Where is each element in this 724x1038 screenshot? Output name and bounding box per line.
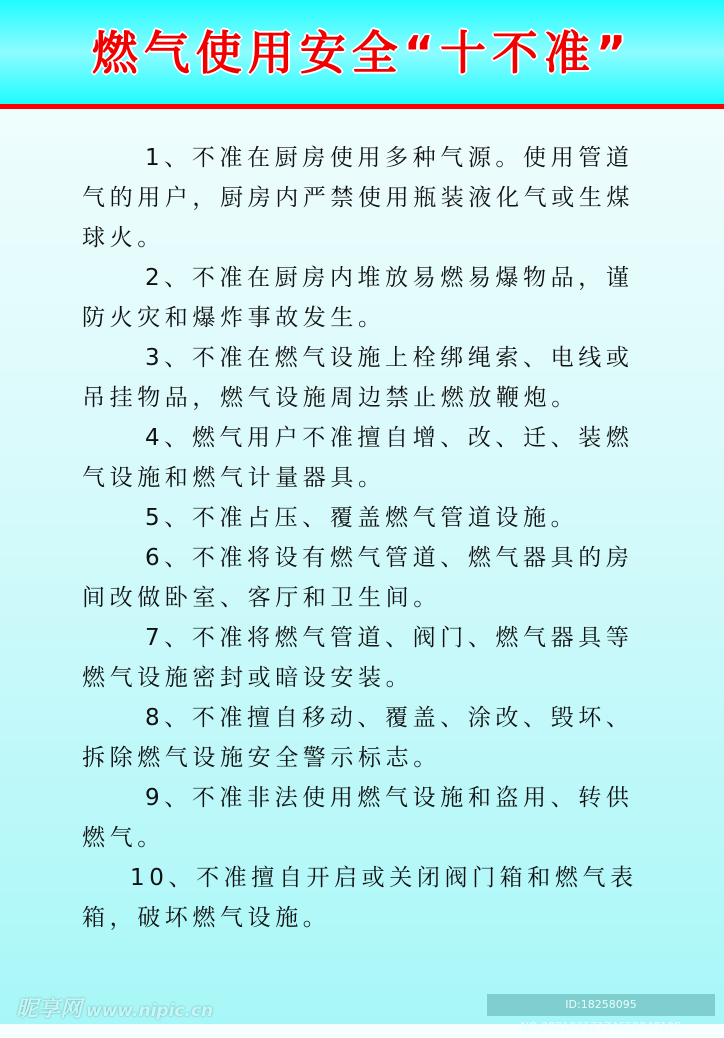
rule-item bbox=[82, 858, 682, 938]
rule-item bbox=[82, 778, 682, 858]
rule-item bbox=[82, 698, 682, 778]
watermark-id: ID:18258095 NO:20210617174659040108 bbox=[487, 994, 715, 1016]
rule-line: 间改做卧室、客厅和卫生间。 bbox=[82, 585, 441, 611]
rule-line: 5、不准占压、覆盖燃气管道设施。 bbox=[145, 505, 579, 531]
rule-line: 燃气设施密封或暗设安装。 bbox=[82, 665, 414, 691]
rule-item bbox=[82, 538, 682, 618]
rule-line: 燃气。 bbox=[82, 825, 165, 851]
rule-item bbox=[82, 618, 682, 698]
header-banner bbox=[0, 0, 724, 104]
rule-item bbox=[82, 418, 682, 498]
rule-line: 3、不准在燃气设施上栓绑绳索、电线或 bbox=[145, 345, 634, 371]
rule-line: 拆除燃气设施安全警示标志。 bbox=[82, 745, 441, 771]
rule-line: 8、不准擅自移动、覆盖、涂改、毁坏、 bbox=[145, 705, 634, 731]
rule-line: 6、不准将设有燃气管道、燃气器具的房 bbox=[145, 545, 634, 571]
rule-line: 1、不准在厨房使用多种气源。使用管道 bbox=[145, 145, 634, 171]
rule-line: 4、燃气用户不准擅自增、改、迁、装燃 bbox=[145, 425, 634, 451]
rule-item bbox=[82, 338, 682, 418]
rule-line: 箱，破坏燃气设施。 bbox=[82, 905, 331, 931]
rule-line: 2、不准在厨房内堆放易燃易爆物品，谨 bbox=[145, 265, 634, 291]
rule-item bbox=[82, 138, 682, 258]
red-divider bbox=[0, 104, 724, 109]
rule-line: 气设施和燃气计量器具。 bbox=[82, 465, 386, 491]
poster-title: 燃气使用安全“十不准” bbox=[91, 26, 633, 80]
rule-line: 10、不准擅自开启或关闭阀门箱和燃气表 bbox=[130, 865, 638, 891]
rule-line: 9、不准非法使用燃气设施和盗用、转供 bbox=[145, 785, 634, 811]
rule-line: 吊挂物品，燃气设施周边禁止燃放鞭炮。 bbox=[82, 385, 579, 411]
watermark-logo bbox=[16, 992, 213, 1023]
watermark-logo-text: 昵享网 bbox=[16, 997, 83, 1022]
rule-item bbox=[82, 498, 682, 538]
rule-line: 防火灾和爆炸事故发生。 bbox=[82, 305, 386, 331]
rules-list bbox=[82, 138, 682, 938]
rule-line: 7、不准将燃气管道、阀门、燃气器具等 bbox=[145, 625, 634, 651]
rule-line: 球火。 bbox=[82, 225, 165, 251]
watermark-site: www.nipic.cn bbox=[86, 1001, 214, 1021]
rule-item bbox=[82, 258, 682, 338]
rule-line: 气的用户，厨房内严禁使用瓶装液化气或生煤 bbox=[82, 185, 634, 211]
